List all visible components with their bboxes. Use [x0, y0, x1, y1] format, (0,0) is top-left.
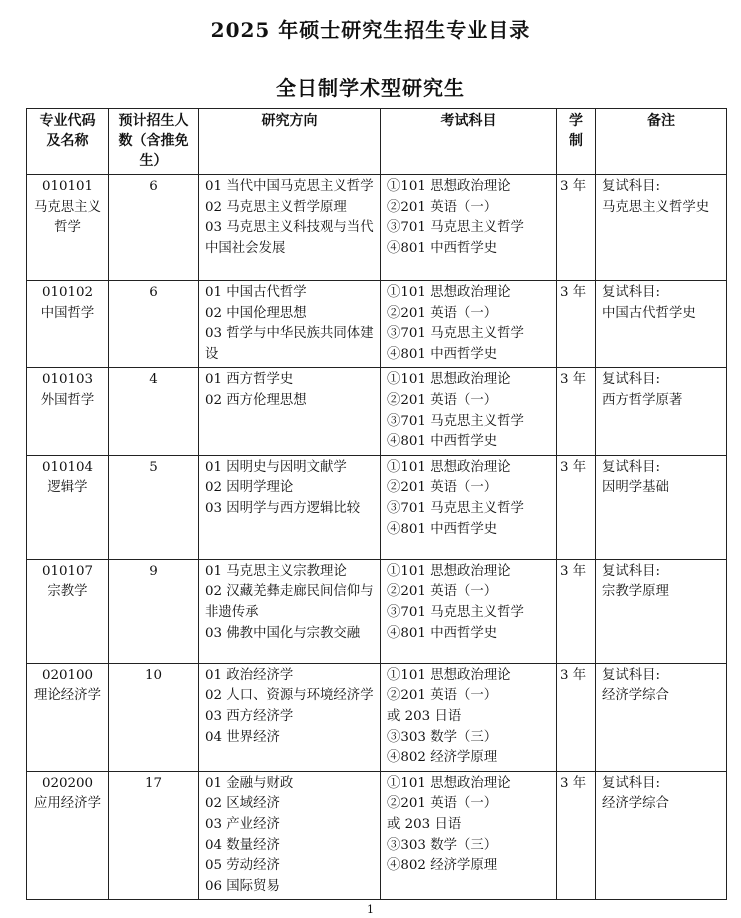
header-years: 学制: [557, 109, 596, 175]
major-code: 010103: [41, 372, 94, 388]
direction-cell: [199, 175, 381, 281]
table-row: [27, 281, 727, 368]
exam-cell: [381, 559, 557, 663]
quota-cell: 4: [109, 368, 199, 455]
quota-cell: 10: [109, 663, 199, 771]
direction-item: 01 中国古代哲学: [205, 285, 307, 300]
remark-line: 西方哲学原著: [602, 392, 683, 408]
remarks-cell: [596, 663, 727, 771]
exam-cell: [381, 771, 557, 900]
major-cell: [27, 663, 109, 771]
remark-line: 经济学综合: [602, 796, 669, 812]
remark-line: 复试科目:: [602, 775, 661, 791]
exam-subject: ④801 中西哲学史: [387, 521, 498, 537]
exam-subject: ③701 马克思主义哲学: [387, 500, 524, 516]
exam-subject: ③701 马克思主义哲学: [387, 220, 524, 236]
exam-subject: ①101 思想政治理论: [387, 285, 511, 300]
years-cell: 3 年: [557, 281, 596, 368]
direction-item: 01 金融与财政: [205, 775, 294, 791]
exam-subject: ①101 思想政治理论: [387, 775, 511, 791]
remark-line: 复试科目:: [602, 563, 661, 579]
major-code: 010104: [41, 459, 94, 475]
page-number: 1: [367, 903, 374, 916]
major-cell: [27, 771, 109, 900]
direction-item: 06 国际贸易: [205, 878, 280, 894]
remark-line: 复试科目:: [602, 372, 661, 388]
direction-item: 02 人口、资源与环境经济学: [205, 688, 374, 704]
remark-line: 经济学综合: [602, 688, 669, 704]
quota-cell: 6: [109, 175, 199, 281]
direction-item: 01 当代中国马克思主义哲学: [205, 179, 374, 194]
header-major: 专业代码及名称: [27, 109, 109, 175]
direction-item: 01 西方哲学史: [205, 372, 294, 388]
remarks-cell: [596, 175, 727, 281]
direction-item: 02 因明学理论: [205, 480, 294, 496]
direction-item: 02 汉藏羌彝走廊民间信仰与非遗传承: [205, 584, 374, 620]
direction-item: 01 政治经济学: [205, 667, 294, 683]
major-cell: [27, 559, 109, 663]
quota-cell: 17: [109, 771, 199, 900]
major-code: 010102: [41, 285, 94, 300]
program-catalog-table: [26, 108, 727, 900]
header-quota: 预计招生人数（含推免生）: [109, 109, 199, 175]
major-cell: [27, 281, 109, 368]
direction-cell: [199, 663, 381, 771]
exam-subject: ④801 中西哲学史: [387, 434, 498, 450]
major-name: 中国哲学: [40, 305, 95, 321]
direction-item: 03 佛教中国化与宗教交融: [205, 625, 361, 641]
years-cell: 3 年: [557, 455, 596, 559]
exam-subject: ④801 中西哲学史: [387, 240, 498, 256]
exam-subject: ②201 英语（一）: [387, 199, 498, 215]
quota-cell: 6: [109, 281, 199, 368]
exam-subject: ②201 英语（一）: [387, 392, 498, 408]
major-name: 外国哲学: [40, 392, 95, 408]
exam-subject: ④802 经济学原理: [387, 858, 498, 874]
direction-item: 03 马克思主义科技观与当代中国社会发展: [205, 220, 374, 256]
exam-subject: ②201 英语（一）: [387, 688, 498, 704]
years-cell: 3 年: [557, 175, 596, 281]
direction-item: 01 马克思主义宗教理论: [205, 563, 347, 579]
direction-item: 04 数量经济: [205, 837, 280, 853]
header-remarks: 备注: [596, 109, 727, 175]
direction-item: 04 世界经济: [205, 729, 280, 745]
direction-cell: [199, 771, 381, 900]
exam-cell: [381, 663, 557, 771]
remark-line: 因明学基础: [602, 480, 669, 496]
table-header-row: [27, 109, 727, 175]
direction-item: 03 因明学与西方逻辑比较: [205, 500, 361, 516]
remark-line: 中国古代哲学史: [602, 305, 696, 321]
major-name: 宗教学: [47, 584, 88, 600]
exam-subject: ②201 英语（一）: [387, 796, 498, 812]
major-code: 010101: [41, 179, 94, 194]
years-cell: 3 年: [557, 771, 596, 900]
exam-subject: ②201 英语（一）: [387, 584, 498, 600]
exam-subject: ①101 思想政治理论: [387, 459, 511, 475]
major-cell: [27, 175, 109, 281]
direction-item: 03 哲学与中华民族共同体建设: [205, 326, 374, 362]
table-row: [27, 559, 727, 663]
exam-subject: ③701 马克思主义哲学: [387, 326, 524, 342]
exam-subject: ④802 经济学原理: [387, 750, 498, 766]
table-row: [27, 455, 727, 559]
years-cell: 3 年: [557, 663, 596, 771]
exam-subject: ③701 马克思主义哲学: [387, 413, 524, 429]
direction-item: 05 劳动经济: [205, 858, 280, 874]
exam-subject: ②201 英语（一）: [387, 480, 498, 496]
exam-subject: 或 203 日语: [387, 708, 462, 724]
table-row: [27, 663, 727, 771]
direction-cell: [199, 559, 381, 663]
remark-line: 复试科目:: [602, 179, 661, 194]
major-code: 010107: [41, 563, 94, 579]
major-code: 020200: [41, 775, 94, 791]
remarks-cell: [596, 455, 727, 559]
exam-subject: ③303 数学（三）: [387, 837, 498, 853]
direction-cell: [199, 281, 381, 368]
exam-cell: [381, 175, 557, 281]
remarks-cell: [596, 771, 727, 900]
major-name: 逻辑学: [47, 480, 88, 496]
header-direction: 研究方向: [199, 109, 381, 175]
quota-cell: 9: [109, 559, 199, 663]
exam-cell: [381, 281, 557, 368]
years-cell: 3 年: [557, 559, 596, 663]
remark-line: 马克思主义哲学史: [602, 199, 710, 215]
direction-item: 03 西方经济学: [205, 708, 294, 724]
direction-item: 01 因明史与因明文献学: [205, 459, 347, 475]
remarks-cell: [596, 368, 727, 455]
major-name: 应用经济学: [34, 796, 101, 812]
page-title: 2025 年硕士研究生招生专业目录: [210, 18, 531, 42]
direction-item: 03 产业经济: [205, 816, 280, 832]
direction-item: 02 马克思主义哲学原理: [205, 199, 347, 215]
remark-line: 复试科目:: [602, 285, 661, 300]
major-cell: [27, 455, 109, 559]
header-exam: 考试科目: [381, 109, 557, 175]
remark-line: 宗教学原理: [602, 584, 669, 600]
table-body: [27, 175, 727, 900]
major-code: 020100: [41, 667, 94, 683]
direction-item: 02 西方伦理思想: [205, 392, 307, 408]
quota-cell: 5: [109, 455, 199, 559]
major-cell: [27, 368, 109, 455]
remarks-cell: [596, 281, 727, 368]
exam-subject: ④801 中西哲学史: [387, 625, 498, 641]
exam-subject: ①101 思想政治理论: [387, 179, 511, 194]
major-name: 马克思主义哲学: [34, 199, 101, 236]
exam-cell: [381, 368, 557, 455]
exam-subject: ①101 思想政治理论: [387, 372, 511, 388]
exam-subject: ②201 英语（一）: [387, 305, 498, 321]
exam-subject: ④801 中西哲学史: [387, 346, 498, 362]
exam-subject: 或 203 日语: [387, 816, 462, 832]
direction-cell: [199, 455, 381, 559]
years-cell: 3 年: [557, 368, 596, 455]
exam-subject: ③303 数学（三）: [387, 729, 498, 745]
exam-subject: ①101 思想政治理论: [387, 667, 511, 683]
table-row: [27, 771, 727, 900]
direction-cell: [199, 368, 381, 455]
remarks-cell: [596, 559, 727, 663]
table-row: [27, 368, 727, 455]
remark-line: 复试科目:: [602, 459, 661, 475]
table-row: [27, 175, 727, 281]
exam-subject: ①101 思想政治理论: [387, 563, 511, 579]
page-subtitle: 全日制学术型研究生: [276, 76, 465, 100]
remark-line: 复试科目:: [602, 667, 661, 683]
direction-item: 02 中国伦理思想: [205, 305, 307, 321]
direction-item: 02 区域经济: [205, 796, 280, 812]
major-name: 理论经济学: [34, 688, 101, 704]
exam-cell: [381, 455, 557, 559]
exam-subject: ③701 马克思主义哲学: [387, 604, 524, 620]
